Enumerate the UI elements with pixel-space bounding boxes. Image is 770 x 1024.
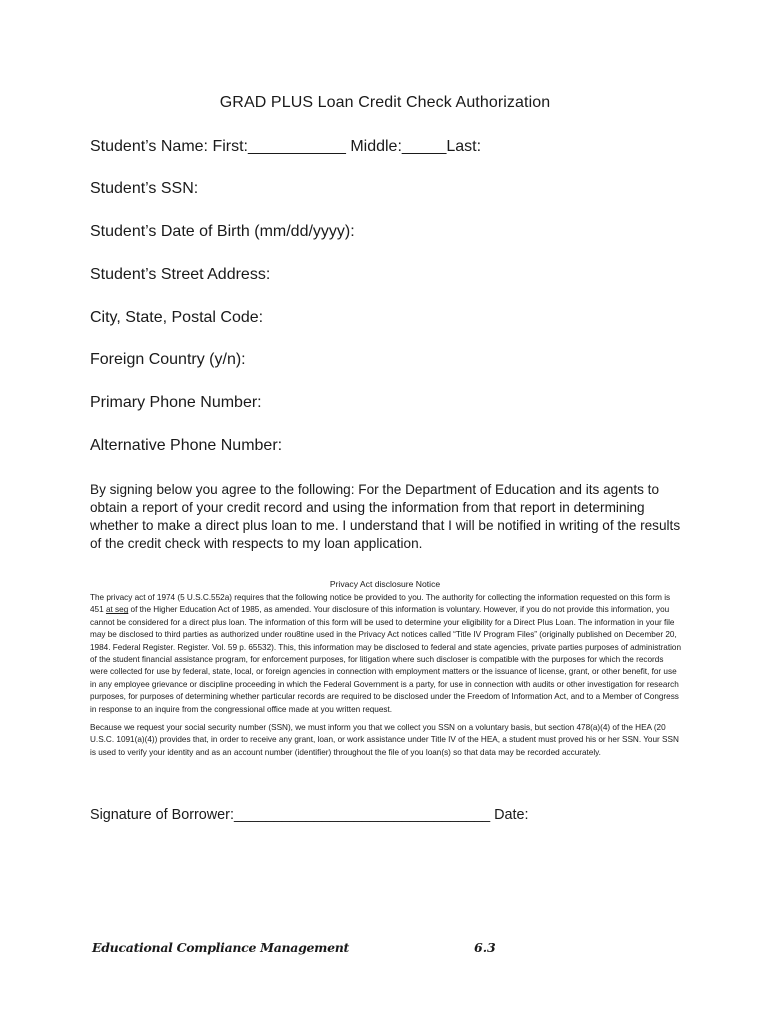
privacy-paragraph-2: Because we request your social security number (SSN), we must inform you that we collect you SSN on a voluntary basis, but section 478(a)(4) of the HEA (20 U.S.C. 1091(a)(4)) provides that, in order to receive any grant, loan, or work assistance under Title IV of the HEA, a student must proved his or her SSN. Your SSN is used to verify your identity and as an account number (identifier) throughout the file of you loan(s) so that data may be recorded accurately. <box>90 723 679 757</box>
privacy-paragraph-1 <box>90 592 682 716</box>
foreign-country-field: Foreign Country (y/n): <box>90 351 246 368</box>
privacy-paragraph-1-end: of the Higher Education Act of 1985, as amended. Your disclosure of this information is voluntary. However, if you do not provide this information, you cannot be considered for a direct plus loan. The information of this form will be used to determine your eligibility for a Direct Plus Loan. The information in your file may be disclosed to third parties as authorized under rou8tine used in the Privacy Act notices called “Title IV Program Files” (originally published on December 20, 1984. Federal Register. Register. Vol. 59 p. 65532). This, this information may be disclosed to federal and state agencies, private parties purposes of administration of the student financial assistance program, for enforcement purposes, for litigation where such discloser is compatible with the purposes for which the records were collected for use by federal, state, local, or foreign agencies in connection with employment matters or the issuance of license, grant, or other benefit, for use in any employee grievance or discipline proceeding in which the Federal Government is a party, for use in connection with audits or other investigation for research purposes, for purposes of determining whether particular records are required to be disclosed under the Freedom of Information Act, and to a Member of Congress in response to an inquire from the congressional office made at you written request. <box>90 605 682 714</box>
student-ssn-field: Student’s SSN: <box>90 180 199 197</box>
privacy-paragraph-1-underlined: at seg <box>105 605 129 615</box>
footer-page-number: 6.3 <box>474 940 496 955</box>
privacy-paragraph-1-start: The privacy act of 1974 (5 U.S.C.552a) requires that the following notice be provided to you. The authority for collecting the information requested on this form is 451 <box>90 593 671 615</box>
privacy-notice-heading: Privacy Act disclosure Notice <box>329 579 441 589</box>
footer-company-name: Educational Compliance Management <box>92 940 350 955</box>
alternative-phone-field: Alternative Phone Number: <box>90 437 283 454</box>
student-street-address-field: Student’s Street Address: <box>90 266 271 283</box>
city-state-postal-field: City, State, Postal Code: <box>90 309 264 326</box>
privacy-notice-body <box>90 592 682 765</box>
student-name-field: Student’s Name: First:___________ Middle:_____Last: <box>90 138 482 155</box>
page-title: GRAD PLUS Loan Credit Check Authorization <box>219 94 551 111</box>
student-dob-field: Student’s Date of Birth (mm/dd/yyyy): <box>90 223 355 240</box>
agreement-paragraph: By signing below you agree to the following: For the Department of Education and its agents to obtain a report of your credit record and using the information from that report in determining whether to make a direct plus loan to me. I understand that I will be notified in writing of the results of the credit check with respects to my loan application. <box>90 482 681 551</box>
signature-line: Signature of Borrower:________________________________ Date: <box>90 807 529 823</box>
primary-phone-field: Primary Phone Number: <box>90 394 262 411</box>
